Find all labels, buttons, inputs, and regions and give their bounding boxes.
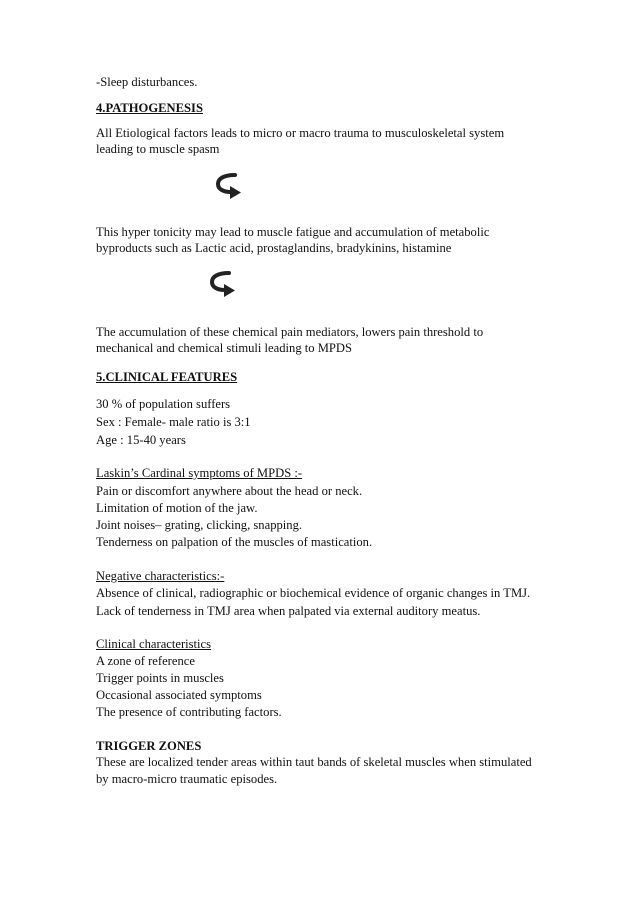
- laskin-item: Pain or discomfort anywhere about the head or neck.: [96, 484, 363, 498]
- pathogenesis-heading: 4.PATHOGENESIS: [96, 101, 203, 115]
- clinical-item: A zone of reference: [96, 654, 195, 668]
- pathogenesis-paragraph-2-line-1: This hyper tonicity may lead to muscle fatigue and accumulation of metabolic: [96, 225, 490, 239]
- negative-item: Lack of tenderness in TMJ area when palpated via external auditory meatus.: [96, 604, 481, 618]
- stat-age: Age : 15-40 years: [96, 433, 186, 447]
- curved-down-arrow-icon: [214, 170, 244, 200]
- laskin-item: Tenderness on palpation of the muscles of mastication.: [96, 535, 373, 549]
- pathogenesis-paragraph-1-line-2: leading to muscle spasm: [96, 142, 220, 156]
- trigger-zones-heading: TRIGGER ZONES: [96, 739, 202, 753]
- pathogenesis-paragraph-2-line-2: byproducts such as Lactic acid, prostaglandins, bradykinins, histamine: [96, 241, 452, 255]
- pathogenesis-paragraph-3-line-2: mechanical and chemical stimuli leading to MPDS: [96, 341, 353, 355]
- clinical-item: Trigger points in muscles: [96, 671, 224, 685]
- laskin-item: Joint noises– grating, clicking, snapping.: [96, 518, 303, 532]
- sleep-disturbances-text: -Sleep disturbances.: [96, 75, 198, 89]
- trigger-zones-line-1: These are localized tender areas within taut bands of skeletal muscles when stimulated: [96, 755, 532, 769]
- pathogenesis-paragraph-3-line-1: The accumulation of these chemical pain mediators, lowers pain threshold to: [96, 325, 484, 339]
- curved-down-arrow-icon: [208, 268, 238, 298]
- stat-population: 30 % of population suffers: [96, 397, 231, 411]
- clinical-item: Occasional associated symptoms: [96, 688, 262, 702]
- laskin-heading: Laskin’s Cardinal symptoms of MPDS :-: [96, 466, 303, 480]
- trigger-zones-line-2: by macro-micro traumatic episodes.: [96, 772, 278, 786]
- negative-characteristics-heading: Negative characteristics:-: [96, 569, 225, 583]
- negative-item: Absence of clinical, radiographic or biochemical evidence of organic changes in TMJ.: [96, 586, 531, 600]
- clinical-features-heading: 5.CLINICAL FEATURES: [96, 370, 238, 384]
- stat-sex-ratio: Sex : Female- male ratio is 3:1: [96, 415, 251, 429]
- laskin-item: Limitation of motion of the jaw.: [96, 501, 258, 515]
- clinical-item: The presence of contributing factors.: [96, 705, 282, 719]
- clinical-characteristics-heading: Clinical characteristics: [96, 637, 212, 651]
- pathogenesis-paragraph-1-line-1: All Etiological factors leads to micro or macro trauma to musculoskeletal system: [96, 126, 505, 140]
